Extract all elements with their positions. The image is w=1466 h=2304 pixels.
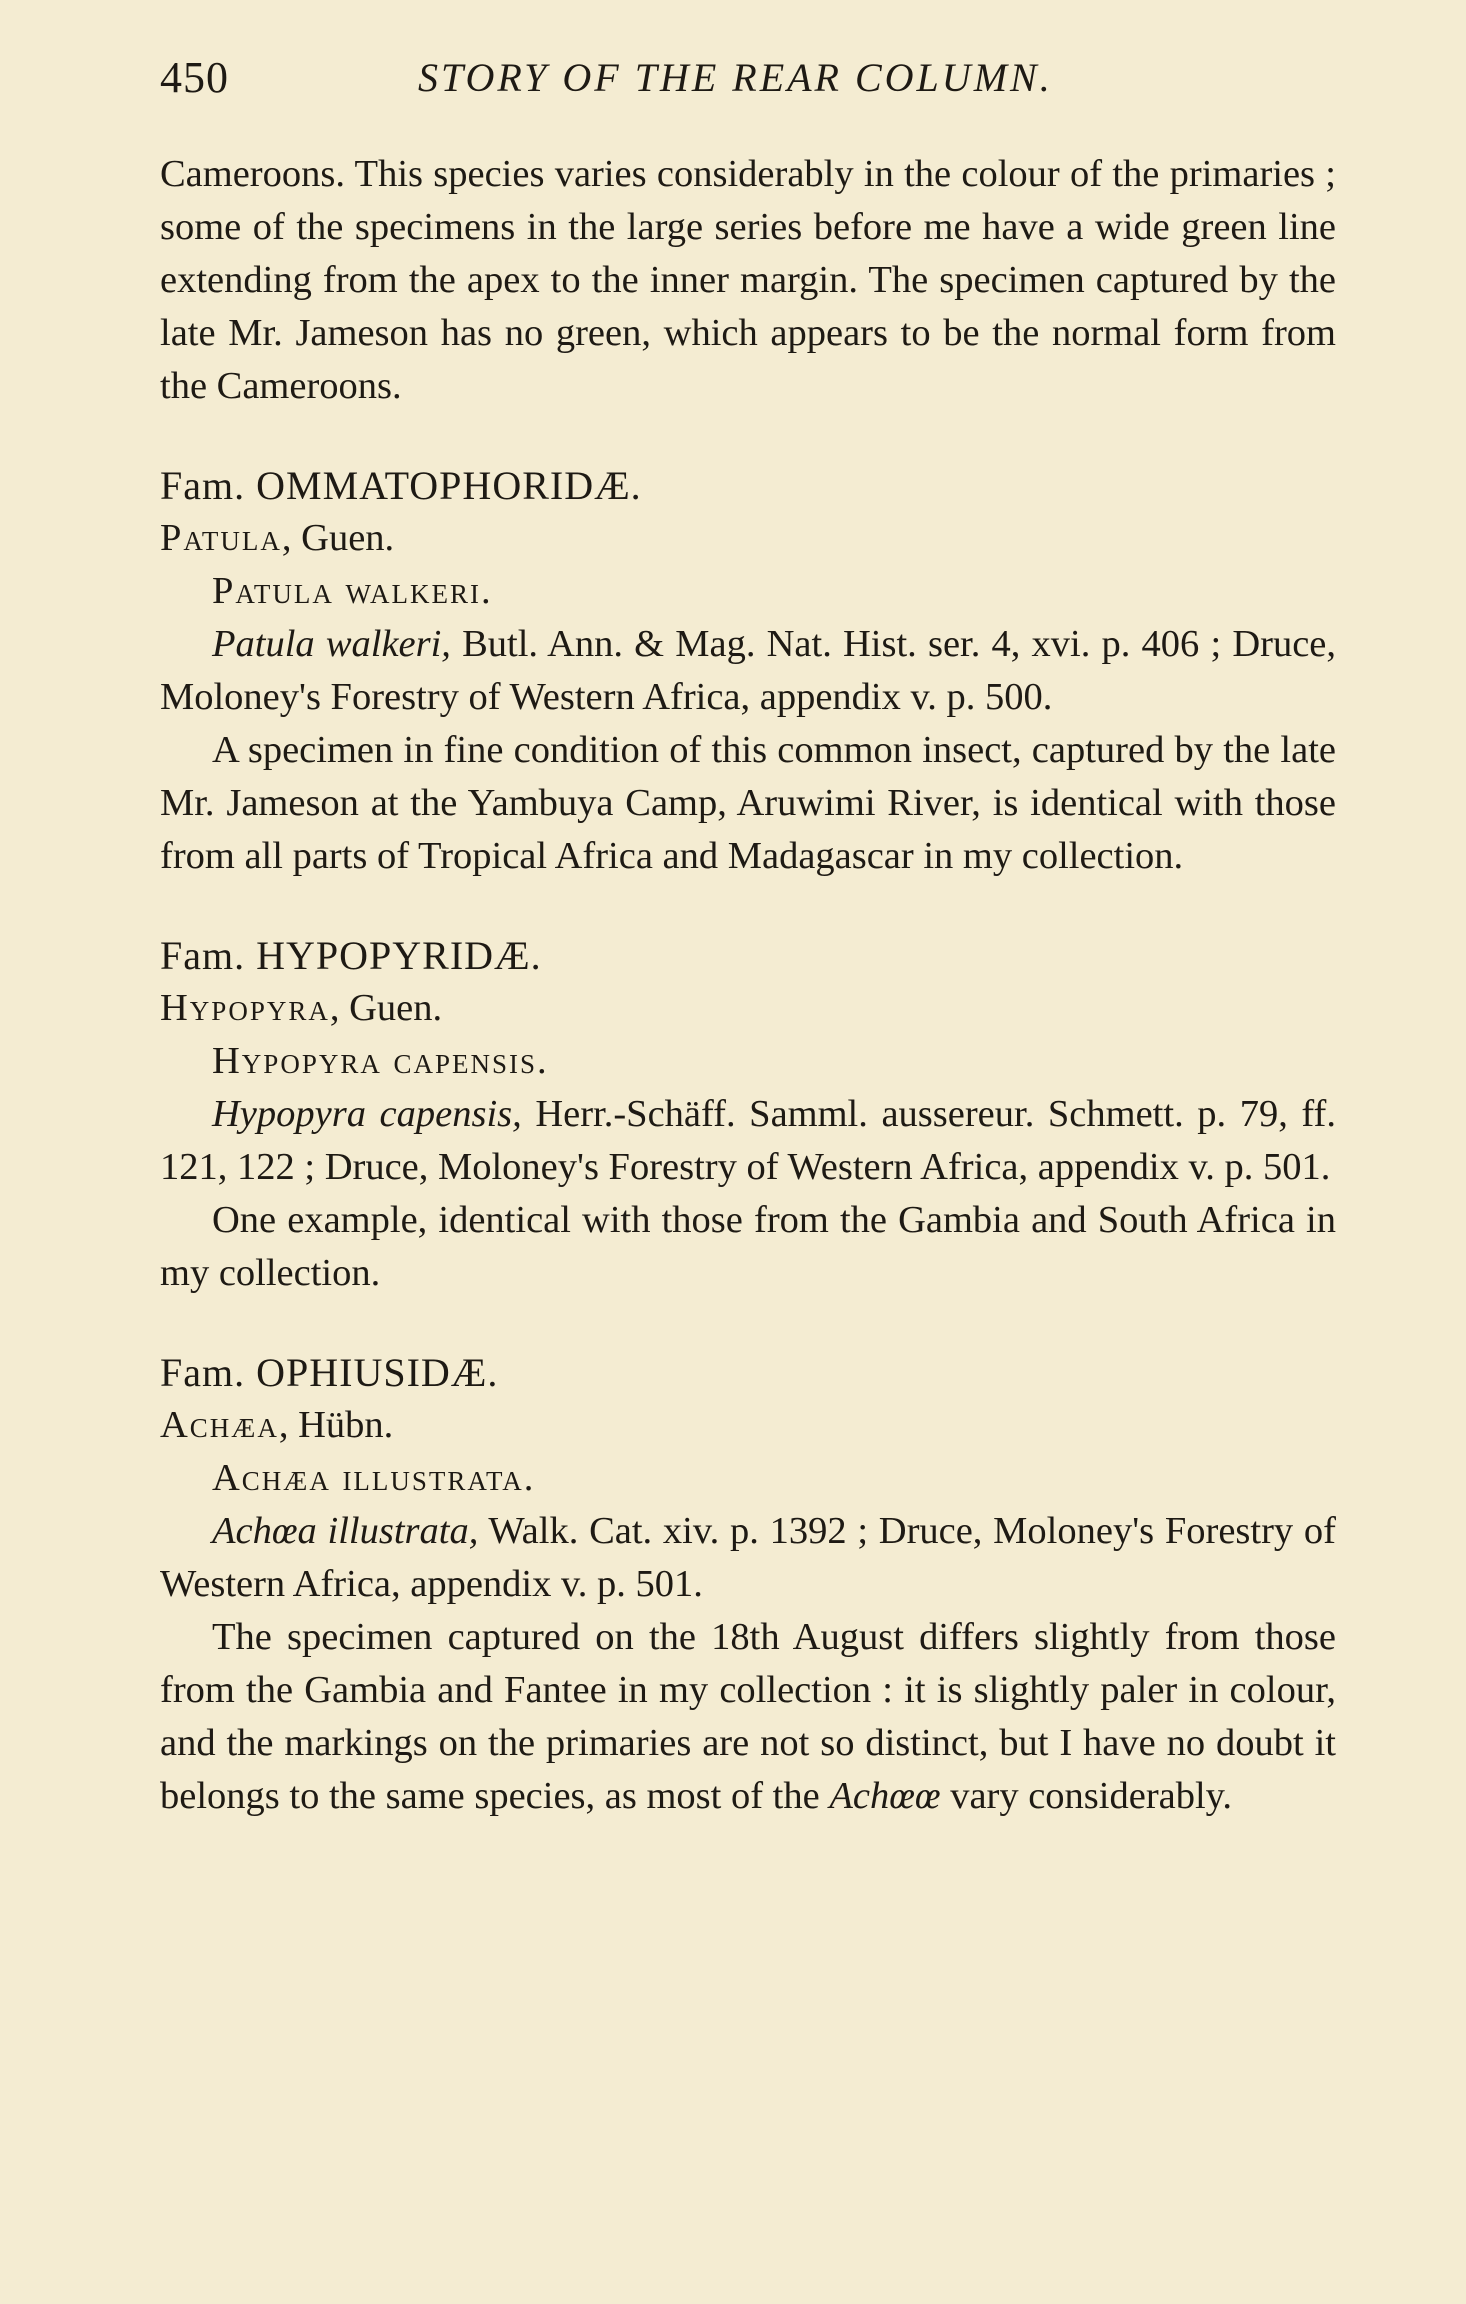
note-text-end: vary considerably. (940, 1775, 1233, 1817)
running-header (160, 52, 1340, 112)
page-body (160, 148, 1336, 1823)
reference-text: Walk. Cat. xiv. p. 1392 ; Druce, Moloney's Forestry of Western Africa, appendix v. p. 501. (160, 1510, 1336, 1605)
family-heading-ophiusidae: Fam. OPHIUSIDÆ. (160, 1350, 499, 1395)
reference-italic: Hypopyra capensis, (212, 1093, 522, 1135)
genus-heading-hypopyra (160, 982, 1336, 1035)
family-heading-ommatophoridae: Fam. OMMATOPHORIDÆ. (160, 463, 642, 508)
genus-author: , Guen. (329, 987, 443, 1029)
note-italic-genus: Achœœ (829, 1775, 941, 1817)
note-paragraph: One example, identical with those from the Gambia and South Africa in my collection. (160, 1199, 1336, 1294)
species-name: Hypopyra capensis. (212, 1040, 549, 1082)
running-title: STORY OF THE REAR COLUMN. (418, 55, 1053, 100)
genus-name: Achæa (160, 1404, 279, 1446)
reference-paragraph (160, 618, 1336, 724)
reference-text: Herr.-Schäff. Samml. aussereur. Schmett. p. 79, ff. 121, 122 ; Druce, Moloney's Forestry of Western Africa, appendix v. p. 501. (160, 1093, 1336, 1188)
genus-name: Patula (160, 517, 282, 559)
page-number: 450 (160, 53, 229, 102)
family-heading-hypopyridae: Fam. HYPOPYRIDÆ. (160, 933, 542, 978)
genus-heading-patula (160, 512, 1336, 565)
genus-author: , Guen. (281, 517, 395, 559)
genus-name: Hypopyra (160, 987, 330, 1029)
reference-italic: Achœa illustrata, (212, 1510, 479, 1552)
reference-text: Butl. Ann. & Mag. Nat. Hist. ser. 4, xvi. p. 406 ; Druce, Moloney's Forestry of Western Africa, appendix v. p. 500. (160, 623, 1336, 718)
note-text-start: The specimen captured on the 18th August differs slightly from those from the Gambia and Fantee in my collection : it is slightly paler in colour, and the markings on the primaries are not so distinct, but I have no doubt it belongs to the same species, as most of the (160, 1616, 1336, 1817)
note-paragraph: A specimen in fine condition of this common insect, captured by the late Mr. Jameson at the Yambuya Camp, Aruwimi River, is identical with those from all parts of Tropical Africa and Madagascar in my collection. (160, 729, 1336, 877)
genus-author: , Hübn. (278, 1404, 394, 1446)
intro-paragraph: Cameroons. This species varies considerably in the colour of the primaries ; some of the specimens in the large series before me have a wide green line extending from the apex to the inner margin. The specimen captured by the late Mr. Jameson has no green, which appears to be the normal form from the Cameroons. (160, 153, 1336, 407)
species-name: Achæa illustrata. (212, 1457, 536, 1499)
reference-italic: Patula walkeri, (212, 623, 451, 665)
genus-heading-achaea (160, 1399, 1336, 1452)
species-heading-achaea-illustrata (160, 1452, 1336, 1505)
reference-paragraph (160, 1505, 1336, 1611)
species-heading-patula-walkeri (160, 565, 1336, 618)
species-name: Patula walkeri. (212, 570, 493, 612)
note-paragraph (160, 1611, 1336, 1823)
species-heading-hypopyra-capensis (160, 1035, 1336, 1088)
reference-paragraph (160, 1088, 1336, 1194)
